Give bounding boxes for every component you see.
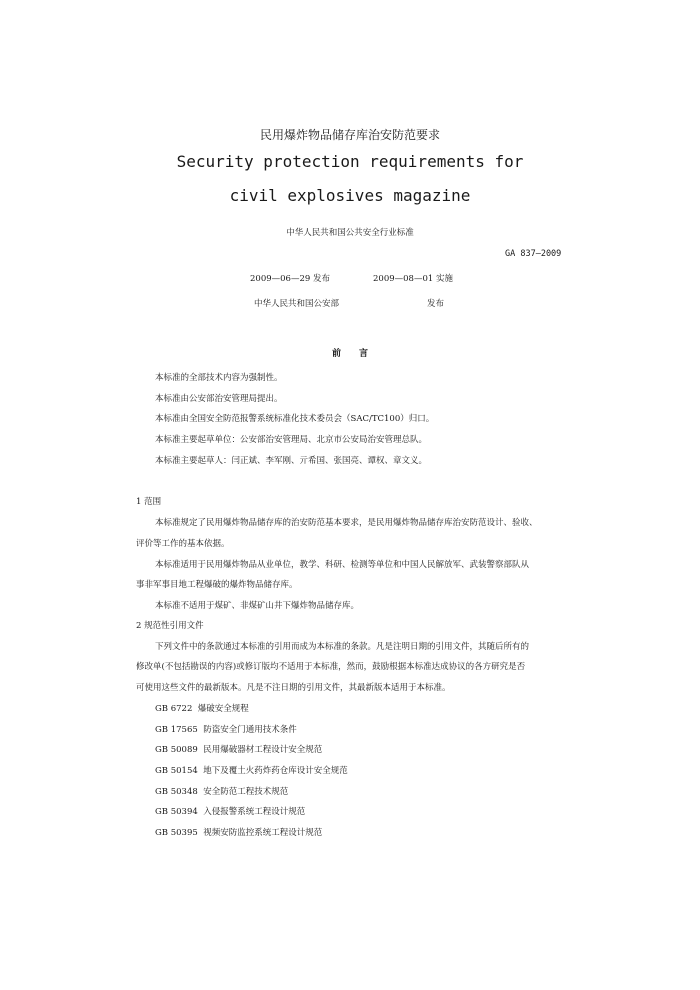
reference-title: 安全防范工程技术规范 — [203, 787, 289, 797]
section-1-paragraph: 本标准规定了民用爆炸物品储存库的治安防范基本要求，是民用爆炸物品储存库治安防范设计、验收、 — [155, 518, 538, 528]
section-2-paragraph: 修改单(不包括勘误的内容)或修订版均不适用于本标准，然而，鼓励根据本标准达成协议的各方研究是否 — [136, 662, 526, 672]
reference-item — [155, 723, 297, 735]
reference-title: 地下及覆土火药炸药仓库设计安全规范 — [203, 766, 348, 776]
document-title-en-line2: civil explosives magazine — [229, 186, 471, 205]
reference-title: 入侵报警系统工程设计规范 — [203, 807, 306, 817]
reference-item — [155, 805, 305, 817]
reference-item — [155, 743, 322, 755]
section-1-paragraph: 事非军事目地工程爆破的爆炸物品储存库。 — [136, 580, 298, 590]
reference-item — [155, 702, 249, 714]
reference-code: GB 50394 — [155, 807, 198, 817]
reference-code: GB 50154 — [155, 766, 198, 776]
reference-item — [155, 785, 288, 797]
reference-title: 防盗安全门通用技术条件 — [203, 725, 297, 735]
implement-date: 2009—08—01 实施 — [373, 274, 453, 284]
standard-code: GA 837—2009 — [505, 249, 562, 259]
section-1-paragraph: 本标准适用于民用爆炸物品从业单位，教学、科研、检测等单位和中国人民解放军、武装警察部队从 — [155, 560, 530, 570]
reference-title: 民用爆破器材工程设计安全规范 — [203, 745, 323, 755]
section-2-heading: 2 规范性引用文件 — [136, 621, 204, 631]
preface-line: 本标准由公安部治安管理局提出。 — [155, 394, 283, 404]
reference-code: GB 50395 — [155, 828, 198, 838]
preface-line: 本标准主要起草人：闫正斌、李军刚、亓希国、张国亮、谭权、章文义。 — [155, 456, 428, 466]
preface-line: 本标准主要起草单位：公安部治安管理局、北京市公安局治安管理总队。 — [155, 435, 428, 445]
reference-code: GB 17565 — [155, 725, 198, 735]
section-1-paragraph: 评价等工作的基本依据。 — [136, 539, 230, 549]
reference-code: GB 50348 — [155, 787, 198, 797]
preface-heading: 前言 — [331, 349, 386, 359]
preface-line: 本标准的全部技术内容为强制性。 — [155, 373, 283, 383]
issuer-action: 发布 — [427, 299, 445, 309]
document-title-cn: 民用爆炸物品储存库治安防范要求 — [259, 128, 440, 142]
issuer: 中华人民共和国公安部 — [254, 299, 340, 309]
section-2-paragraph: 可使用这些文件的最新版本。凡是不注日期的引用文件，其最新版本适用于本标准。 — [136, 683, 451, 693]
section-1-heading: 1 范围 — [136, 497, 162, 507]
standard-type: 中华人民共和国公共安全行业标准 — [286, 228, 414, 238]
reference-item — [155, 826, 322, 838]
section-2-paragraph: 下列文件中的条款通过本标准的引用而成为本标准的条款。凡是注明日期的引用文件，其随后所有的 — [155, 642, 530, 652]
preface-line: 本标准由全国安全防范报警系统标准化技术委员会（SAC/TC100）归口。 — [155, 414, 435, 424]
reference-code: GB 6722 — [155, 704, 193, 714]
reference-title: 视频安防监控系统工程设计规范 — [203, 828, 323, 838]
document-title-en-line1: Security protection requirements for — [176, 152, 524, 171]
reference-title: 爆破安全规程 — [197, 704, 249, 714]
reference-item — [155, 764, 348, 776]
issue-date: 2009—06—29 发布 — [250, 274, 330, 284]
section-1-paragraph: 本标准不适用于煤矿、非煤矿山井下爆炸物品储存库。 — [155, 601, 360, 611]
reference-code: GB 50089 — [155, 745, 198, 755]
